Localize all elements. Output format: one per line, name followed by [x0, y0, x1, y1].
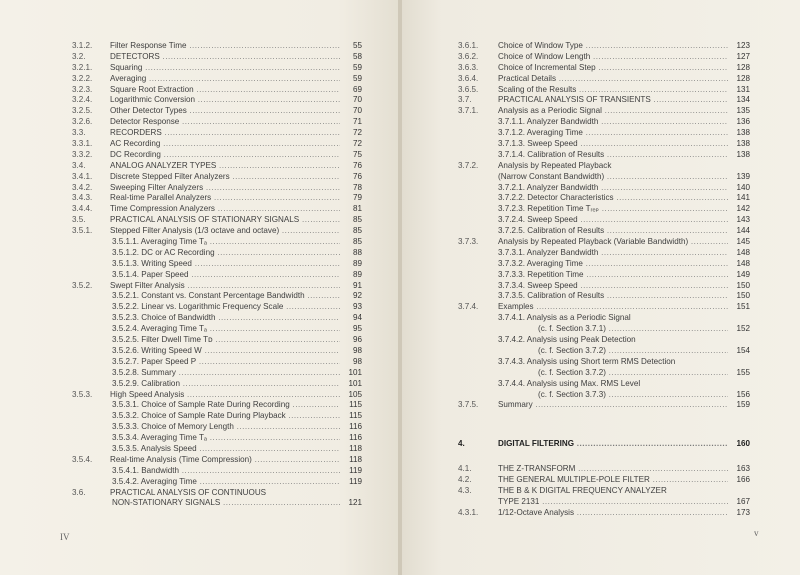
toc-entry-title: PRACTICAL ANALYSIS OF TRANSIENTS ..... [498, 95, 728, 106]
toc-entry [72, 281, 362, 292]
toc-entry-title: 3.7.2.3. Repetition Time Tᵣₑₚ ..... [498, 204, 728, 215]
toc-entry-page: 131 [736, 84, 750, 94]
toc-entry [72, 139, 362, 150]
right-page [402, 0, 800, 575]
toc-entry [72, 498, 362, 509]
toc-entry-page: 141 [736, 193, 750, 203]
toc-entry-title: 3.5.2.7. Paper Speed P ..... [112, 357, 340, 368]
toc-entry-page: 92 [352, 291, 362, 301]
toc-spacer [458, 425, 750, 439]
toc-entry [72, 63, 362, 74]
toc-entry-title: 3.7.4.1. Analysis as a Periodic Signal [498, 313, 631, 323]
toc-entry [458, 248, 750, 259]
toc-entry-title: 3.5.2.6. Writing Speed W ..... [112, 346, 340, 357]
toc-entry-page: 88 [352, 247, 362, 257]
toc-entry [458, 270, 750, 281]
toc-entry-title: 3.5.4.1. Bandwidth ..... [112, 466, 340, 477]
toc-entry [458, 41, 750, 52]
toc-entry-number: 3.3.2. [72, 149, 93, 159]
toc-entry-page: 89 [352, 258, 362, 268]
toc-entry-title: 3.5.2.4. Averaging Time Tₐ ..... [112, 324, 340, 335]
toc-entry [458, 139, 750, 150]
toc-entry [72, 204, 362, 215]
toc-entry-page: 115 [349, 411, 362, 421]
toc-entry-number: 4.2. [458, 475, 472, 485]
toc-entry [458, 464, 750, 475]
toc-entry-page: 123 [736, 41, 750, 50]
toc-entry-title: 3.5.2.1. Constant vs. Constant Percentage Bandwidth ..... [112, 291, 340, 302]
toc-entry-page: 81 [352, 204, 362, 214]
toc-entry-page: 72 [352, 128, 362, 138]
toc-entry-title: Filter Response Time ..... [110, 41, 340, 52]
toc-entry-title: NON-STATIONARY SIGNALS ..... [112, 498, 340, 509]
toc-entry-title: 3.7.2.2. Detector Characteristics ..... [498, 193, 728, 204]
toc-entry [72, 390, 362, 401]
toc-entry [72, 313, 362, 324]
toc-entry-title: 3.5.2.5. Filter Dwell Time Tᴅ ..... [112, 335, 340, 346]
toc-entry-page: 136 [736, 117, 750, 127]
toc-entry-page: 101 [348, 367, 362, 377]
toc-entry [72, 226, 362, 237]
toc-entry-number: 3.4.4. [72, 204, 93, 214]
toc-entry [72, 368, 362, 379]
toc-entry-number: 4.3. [458, 485, 472, 495]
toc-entry-title: 1/12-Octave Analysis ..... [498, 508, 728, 519]
toc-entry-number: 3.7.5. [458, 400, 479, 410]
toc-entry [458, 63, 750, 74]
toc-entry-title: Averaging ..... [110, 74, 340, 85]
toc-entry-page: 128 [736, 73, 750, 83]
toc-entry [458, 475, 750, 486]
toc-entry [458, 215, 750, 226]
toc-entry-title: TYPE 2131 ..... [498, 497, 728, 508]
toc-entry [72, 117, 362, 128]
toc-entry [72, 106, 362, 117]
toc-entry [458, 335, 750, 346]
toc-entry-page: 135 [736, 106, 750, 116]
toc-entry-number: 3.4.1. [72, 171, 93, 181]
toc-entry-page: 101 [348, 378, 362, 388]
toc-entry [458, 74, 750, 85]
toc-entry-title: 3.7.2.1. Analyzer Bandwidth ..... [498, 183, 728, 194]
toc-entry-page: 148 [736, 247, 750, 257]
toc-entry [72, 237, 362, 248]
toc-entry [72, 411, 362, 422]
toc-entry-title: Other Detector Types ..... [110, 106, 340, 117]
toc-entry-page: 148 [736, 258, 750, 268]
toc-entry-page: 78 [352, 182, 362, 192]
toc-entry [458, 150, 750, 161]
toc-entry [72, 74, 362, 85]
toc-entry [72, 85, 362, 96]
toc-entry-title: Stepped Filter Analysis (1/3 octave and octave) ..... [110, 226, 340, 237]
toc-entry-page: 156 [736, 389, 750, 399]
toc-entry-page: 58 [352, 51, 362, 61]
toc-entry-number: 3.7.3. [458, 237, 479, 247]
toc-entry-title: (c. f. Section 3.7.2) ..... [538, 368, 728, 379]
toc-entry [458, 368, 750, 379]
toc-entry [72, 466, 362, 477]
toc-entry-title: 3.5.3.1. Choice of Sample Rate During Recording ..... [112, 400, 340, 411]
toc-entry-title: 3.7.4.2. Analysis using Peak Detection [498, 335, 636, 345]
toc-entry-number: 3.5.1. [72, 226, 93, 236]
toc-entry [72, 215, 362, 226]
toc-entry-page: 142 [736, 204, 750, 214]
toc-entry-title: Analysis by Repeated Playback [498, 160, 612, 170]
toc-entry-page: 94 [352, 313, 362, 323]
toc-entry-title: Choice of Window Length ..... [498, 52, 728, 63]
toc-entry-page: 159 [736, 400, 750, 410]
toc-entry-title: 3.7.1.2. Averaging Time ..... [498, 128, 728, 139]
toc-entry-number: 3.7.2. [458, 160, 479, 170]
toc-entry [72, 259, 362, 270]
toc-entry-title: (c. f. Section 3.7.2) ..... [538, 346, 728, 357]
toc-entry-title: 3.5.3.3. Choice of Memory Length ..... [112, 422, 340, 433]
toc-entry [72, 41, 362, 52]
toc-entry [458, 117, 750, 128]
toc-entry-page: 89 [352, 269, 362, 279]
toc-entry-title: Analysis as a Periodic Signal ..... [498, 106, 728, 117]
toc-entry-page: 76 [352, 171, 362, 181]
toc-entry-number: 3.3.1. [72, 139, 93, 149]
toc-entry-page: 98 [352, 356, 362, 366]
toc-entry-page: 98 [352, 345, 362, 355]
toc-entry [458, 237, 750, 248]
toc-entry [458, 497, 750, 508]
toc-entry-page: 139 [736, 171, 750, 181]
toc-entry-number: 3.5.3. [72, 389, 93, 399]
page-folio-right: v [754, 528, 759, 538]
toc-entry-page: 160 [736, 439, 750, 449]
toc-entry-title: Discrete Stepped Filter Analyzers ..... [110, 172, 340, 183]
toc-entry-title: Analysis by Repeated Playback (Variable Bandwidth) ..... [498, 237, 728, 248]
toc-entry-title: Time Compression Analyzers ..... [110, 204, 340, 215]
toc-entry-page: 151 [736, 302, 750, 312]
toc-entry [458, 302, 750, 313]
toc-entry [72, 455, 362, 466]
toc-entry-page: 76 [352, 160, 362, 170]
toc-entry [458, 400, 750, 411]
toc-entry [458, 313, 750, 324]
toc-entry-title: DC Recording ..... [110, 150, 340, 161]
page-folio-left: IV [60, 532, 70, 542]
toc-entry-page: 173 [736, 507, 750, 517]
toc-entry-page: 121 [348, 498, 362, 508]
toc-entry-title: 3.5.3.4. Averaging Time Tₐ ..... [112, 433, 340, 444]
toc-entry-title: (Narrow Constant Bandwidth) ..... [498, 172, 728, 183]
toc-entry-page: 140 [736, 182, 750, 192]
toc-entry [458, 183, 750, 194]
toc-entry [72, 335, 362, 346]
toc-entry-title: Square Root Extraction ..... [110, 85, 340, 96]
toc-entry-number: 3.2.2. [72, 73, 93, 83]
toc-entry [458, 193, 750, 204]
toc-entry-page: 154 [736, 345, 750, 355]
toc-entry [458, 281, 750, 292]
toc-entry-page: 70 [352, 106, 362, 116]
toc-entry-number: 3.4.3. [72, 193, 93, 203]
toc-entry-title: ANALOG ANALYZER TYPES ..... [110, 161, 340, 172]
toc-entry-number: 3.4.2. [72, 182, 93, 192]
toc-entry [72, 52, 362, 63]
toc-entry-page: 167 [736, 496, 750, 506]
toc-entry-title: Real-time Parallel Analyzers ..... [110, 193, 340, 204]
toc-entry-title: Real-time Analysis (Time Compression) ..... [110, 455, 340, 466]
left-page [0, 0, 398, 575]
toc-entry-page: 59 [352, 73, 362, 83]
toc-entry-number: 3.7.4. [458, 302, 479, 312]
toc-entry-number: 3.2.3. [72, 84, 93, 94]
toc-entry-page: 127 [736, 51, 750, 61]
toc-entry-page: 115 [349, 400, 362, 410]
toc-entry-title: Squaring ..... [110, 63, 340, 74]
toc-entry-page: 155 [736, 367, 750, 377]
toc-entry-title: 3.7.2.4. Sweep Speed ..... [498, 215, 728, 226]
toc-entry-title: (c. f. Section 3.7.1) ..... [538, 324, 728, 335]
toc-entry-page: 85 [352, 237, 362, 247]
toc-entry-title: PRACTICAL ANALYSIS OF STATIONARY SIGNALS ..... [110, 215, 340, 226]
toc-entry-page: 116 [349, 433, 362, 443]
toc-entry-number: 3.6.5. [458, 84, 479, 94]
toc-entry [72, 150, 362, 161]
toc-entry [72, 400, 362, 411]
toc-entry-title: Practical Details ..... [498, 74, 728, 85]
toc-spacer [458, 450, 750, 464]
toc-entry-number: 3.3. [72, 128, 86, 138]
toc-spacer [458, 411, 750, 425]
toc-entry [72, 248, 362, 259]
toc-entry-number: 3.7. [458, 95, 472, 105]
toc-entry-title: 3.5.2.3. Choice of Bandwidth ..... [112, 313, 340, 324]
toc-entry [72, 95, 362, 106]
toc-entry-number: 3.7.1. [458, 106, 479, 116]
toc-entry [72, 193, 362, 204]
toc-entry-page: 75 [352, 149, 362, 159]
toc-entry-title: RECORDERS ..... [110, 128, 340, 139]
toc-entry-title: 3.5.3.5. Analysis Speed ..... [112, 444, 340, 455]
toc-entry [458, 508, 750, 519]
toc-entry-page: 138 [736, 149, 750, 159]
toc-entry-page: 150 [736, 280, 750, 290]
toc-entry-number: 3.6. [72, 487, 86, 497]
toc-entry-number: 3.6.3. [458, 62, 479, 72]
toc-entry [458, 486, 750, 497]
toc-entry-page: 143 [736, 215, 750, 225]
toc-entry-page: 166 [736, 475, 750, 485]
toc-entry-number: 3.6.2. [458, 51, 479, 61]
toc-entry-page: 119 [349, 465, 362, 475]
toc-entry-page: 145 [736, 237, 750, 247]
toc-entry-number: 4.3.1. [458, 507, 479, 517]
toc-entry-title: 3.5.1.2. DC or AC Recording ..... [112, 248, 340, 259]
toc-entry-page: 105 [348, 389, 362, 399]
toc-entry [458, 346, 750, 357]
toc-entry-page: 152 [736, 324, 750, 334]
toc-entry [72, 357, 362, 368]
toc-entry-page: 95 [352, 324, 362, 334]
toc-entry-page: 144 [736, 226, 750, 236]
toc-entry [458, 390, 750, 401]
toc-entry-number: 3.2.1. [72, 62, 93, 72]
toc-entry-title: Choice of Incremental Step ..... [498, 63, 728, 74]
toc-entry-title: THE B & K DIGITAL FREQUENCY ANALYZER [498, 485, 667, 495]
toc-entry-page: 96 [352, 335, 362, 345]
toc-entry-page: 128 [736, 62, 750, 72]
toc-entry-title: 3.7.3.4. Sweep Speed ..... [498, 281, 728, 292]
toc-entry-title: 3.7.3.2. Averaging Time ..... [498, 259, 728, 270]
toc-entry [72, 346, 362, 357]
toc-entry [458, 85, 750, 96]
toc-entry-number: 3.4. [72, 160, 86, 170]
toc-entry-page: 138 [736, 128, 750, 138]
toc-entry [72, 183, 362, 194]
toc-entry-page: 55 [352, 41, 362, 50]
toc-entry-title: Summary ..... [498, 400, 728, 411]
toc-entry [458, 379, 750, 390]
toc-entry-title: 3.5.3.2. Choice of Sample Rate During Playback ..... [112, 411, 340, 422]
toc-entry-title: 3.7.3.1. Analyzer Bandwidth ..... [498, 248, 728, 259]
toc-entry-title: 3.5.1.4. Paper Speed ..... [112, 270, 340, 281]
toc-entry-title: THE GENERAL MULTIPLE-POLE FILTER ..... [498, 475, 728, 486]
toc-list-right [458, 41, 750, 519]
toc-entry-page: 149 [736, 269, 750, 279]
toc-entry-title: High Speed Analysis ..... [110, 390, 340, 401]
toc-entry-title: 3.5.2.8. Summary ..... [112, 368, 340, 379]
toc-entry-number: 3.5.2. [72, 280, 93, 290]
toc-entry-page: 93 [352, 302, 362, 312]
toc-entry-page: 85 [352, 226, 362, 236]
toc-entry-page: 118 [349, 454, 362, 464]
toc-entry-title: Scaling of the Results ..... [498, 85, 728, 96]
toc-entry-title: 3.7.4.3. Analysis using Short term RMS Detection [498, 356, 676, 366]
toc-entry [458, 324, 750, 335]
toc-entry-page: 79 [352, 193, 362, 203]
toc-entry [72, 488, 362, 499]
toc-entry [458, 204, 750, 215]
toc-entry-title: PRACTICAL ANALYSIS OF CONTINUOUS [110, 487, 267, 497]
toc-entry-number: 4.1. [458, 464, 472, 474]
toc-entry-page: 72 [352, 139, 362, 149]
toc-entry-page: 138 [736, 139, 750, 149]
toc-entry-title: THE Z-TRANSFORM ..... [498, 464, 728, 475]
toc-entry-page: 118 [349, 443, 362, 453]
toc-entry-title: 3.7.2.5. Calibration of Results ..... [498, 226, 728, 237]
toc-entry-title: Logarithmic Conversion ..... [110, 95, 340, 106]
toc-entry-page: 163 [736, 464, 750, 474]
toc-entry [458, 52, 750, 63]
toc-entry-title: 3.7.1.4. Calibration of Results ..... [498, 150, 728, 161]
toc-entry [72, 379, 362, 390]
toc-entry [458, 106, 750, 117]
toc-entry-page: 119 [349, 476, 362, 486]
toc-entry-number: 3.1.2. [72, 41, 93, 50]
toc-entry-number: 3.2.4. [72, 95, 93, 105]
toc-entry-title: 3.7.1.3. Sweep Speed ..... [498, 139, 728, 150]
toc-entry [458, 226, 750, 237]
toc-entry [72, 302, 362, 313]
toc-entry-page: 91 [352, 280, 362, 290]
toc-entry-title: Examples ..... [498, 302, 728, 313]
toc-entry [72, 477, 362, 488]
toc-entry-title: DIGITAL FILTERING ..... [498, 439, 728, 450]
toc-entry-title: DETECTORS ..... [110, 52, 340, 63]
toc-entry [72, 444, 362, 455]
toc-entry [72, 161, 362, 172]
toc-entry [458, 291, 750, 302]
toc-entry [458, 357, 750, 368]
toc-entry-page: 134 [736, 95, 750, 105]
toc-entry-page: 116 [349, 422, 362, 432]
toc-entry [72, 128, 362, 139]
toc-entry-title: 3.5.1.3. Writing Speed ..... [112, 259, 340, 270]
toc-entry-title: Sweeping Filter Analyzers ..... [110, 183, 340, 194]
toc-entry-page: 59 [352, 62, 362, 72]
toc-entry [458, 95, 750, 106]
toc-entry-title: Choice of Window Type ..... [498, 41, 728, 52]
toc-entry-title: 3.5.2.2. Linear vs. Logarithmic Frequency Scale ..... [112, 302, 340, 313]
toc-entry-title: Detector Response ..... [110, 117, 340, 128]
toc-entry-number: 3.2.5. [72, 106, 93, 116]
toc-entry [72, 291, 362, 302]
toc-entry [72, 324, 362, 335]
toc-entry-title: (c. f. Section 3.7.3) ..... [538, 390, 728, 401]
toc-entry-page: 85 [352, 215, 362, 225]
toc-entry [72, 270, 362, 281]
toc-entry [458, 439, 750, 450]
toc-entry-number: 3.2. [72, 51, 86, 61]
toc-entry [72, 172, 362, 183]
toc-entry-title: 3.5.4.2. Averaging Time ..... [112, 477, 340, 488]
toc-entry-number: 3.2.6. [72, 117, 93, 127]
toc-entry [458, 161, 750, 172]
toc-entry-page: 71 [352, 117, 362, 127]
toc-entry-number: 3.6.1. [458, 41, 479, 50]
toc-entry-page: 150 [736, 291, 750, 301]
toc-entry [72, 433, 362, 444]
toc-entry-title: AC Recording ..... [110, 139, 340, 150]
toc-entry-title: 3.5.1.1. Averaging Time Tₐ ..... [112, 237, 340, 248]
toc-entry-title: 3.5.2.9. Calibration ..... [112, 379, 340, 390]
toc-entry-page: 70 [352, 95, 362, 105]
toc-entry [72, 422, 362, 433]
toc-entry-number: 4. [458, 439, 465, 449]
toc-entry-number: 3.5. [72, 215, 86, 225]
toc-entry [458, 259, 750, 270]
toc-entry [458, 172, 750, 183]
toc-entry-title: Swept Filter Analysis ..... [110, 281, 340, 292]
toc-entry-page: 69 [352, 84, 362, 94]
toc-list-left [72, 41, 362, 509]
toc-entry-title: 3.7.1.1. Analyzer Bandwidth ..... [498, 117, 728, 128]
toc-entry-title: 3.7.4.4. Analysis using Max. RMS Level [498, 378, 641, 388]
toc-entry-title: 3.7.3.5. Calibration of Results ..... [498, 291, 728, 302]
toc-entry-title: 3.7.3.3. Repetition Time ..... [498, 270, 728, 281]
toc-entry-number: 3.6.4. [458, 73, 479, 83]
toc-entry [458, 128, 750, 139]
toc-entry-number: 3.5.4. [72, 454, 93, 464]
